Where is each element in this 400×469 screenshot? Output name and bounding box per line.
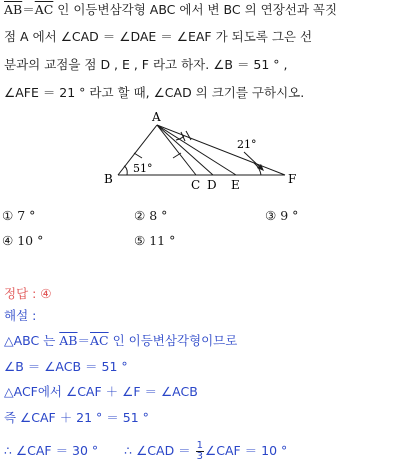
- solution-line-5: [4, 441, 287, 462]
- equals-sign: ＝: [22, 2, 35, 17]
- angle-b-label: 51°: [133, 162, 153, 175]
- option-5-value: 11 °: [149, 233, 176, 248]
- option-2-value: 8 °: [149, 208, 168, 223]
- option-1[interactable]: [2, 208, 35, 224]
- solution-label: 해설 :: [4, 308, 37, 323]
- option-4-value: 10 °: [17, 233, 44, 248]
- label-f: F: [288, 172, 297, 186]
- solution-line-4: 즉 ∠CAF ＋ 21 ° ＝ 51 °: [4, 410, 149, 425]
- fraction-one-third: [196, 441, 204, 462]
- label-b: B: [104, 172, 113, 186]
- tick-ab: [134, 153, 142, 158]
- option-3-value: 9 °: [280, 208, 299, 223]
- solution-equals: ＝: [77, 333, 91, 348]
- option-2[interactable]: [134, 208, 167, 224]
- problem-line-4: ∠AFE ＝ 21 ° 라고 할 때, ∠CAD 의 크기를 구하시오.: [4, 85, 305, 100]
- solution-line-5-c: ∠CAF ＝ 10 °: [205, 443, 288, 458]
- option-5[interactable]: [134, 233, 175, 249]
- option-1-number: ①: [2, 208, 14, 223]
- solution-line-1-post: 인 이등변삼각형이므로: [108, 333, 238, 348]
- solution-line-3: △ACF에서 ∠CAF ＋ ∠F ＝ ∠ACB: [4, 384, 198, 399]
- solution-line-1-pre: △ABC 는: [4, 333, 60, 348]
- tick-ac: [173, 153, 181, 158]
- answer-label: 정답 : ④: [4, 286, 52, 301]
- problem-line-3: 분과의 교점을 점 D , E , F 라고 하자. ∠B ＝ 51 ° ,: [4, 57, 288, 72]
- fraction-denominator: 3: [196, 451, 204, 462]
- label-d: D: [207, 178, 217, 192]
- angle-tick-1: [181, 132, 185, 141]
- solution-line-5-a: ∴ ∠CAF ＝ 30 °: [4, 443, 99, 458]
- label-a: A: [152, 110, 161, 124]
- label-c: C: [191, 178, 201, 192]
- problem-line-2: 점 A 에서 ∠CAD ＝ ∠DAE ＝ ∠EAF 가 되도록 그은 선: [4, 29, 313, 44]
- problem-line-1-text: 인 이등변삼각형 ABC 에서 변 BC 의 연장선과 꼭짓: [53, 2, 338, 17]
- segment-ac: $\overline{AC}$: [34, 2, 54, 17]
- option-2-number: ②: [134, 208, 146, 223]
- option-1-value: 7 °: [17, 208, 36, 223]
- solution-line-5-b: ∴ ∠CAD ＝: [124, 443, 195, 458]
- angle-tick-2: [186, 131, 191, 140]
- option-5-number: ⑤: [134, 233, 146, 248]
- solution-segment-ab: $\overline{AB}$: [59, 333, 78, 348]
- solution-line-1: [4, 333, 237, 349]
- label-e: E: [231, 178, 240, 192]
- option-4-number: ④: [2, 233, 14, 248]
- solution-segment-ac: $\overline{AC}$: [90, 333, 109, 348]
- fraction-numerator: 1: [196, 440, 204, 451]
- option-3[interactable]: [265, 208, 298, 224]
- option-4[interactable]: [2, 233, 43, 249]
- option-3-number: ③: [265, 208, 277, 223]
- line-ad: [157, 125, 213, 175]
- angle-f-label: 21°: [237, 138, 257, 151]
- segment-ab: $\overline{AB}$: [4, 2, 23, 17]
- line-ae: [157, 125, 236, 175]
- solution-line-2: ∠B ＝ ∠ACB ＝ 51 °: [4, 359, 128, 374]
